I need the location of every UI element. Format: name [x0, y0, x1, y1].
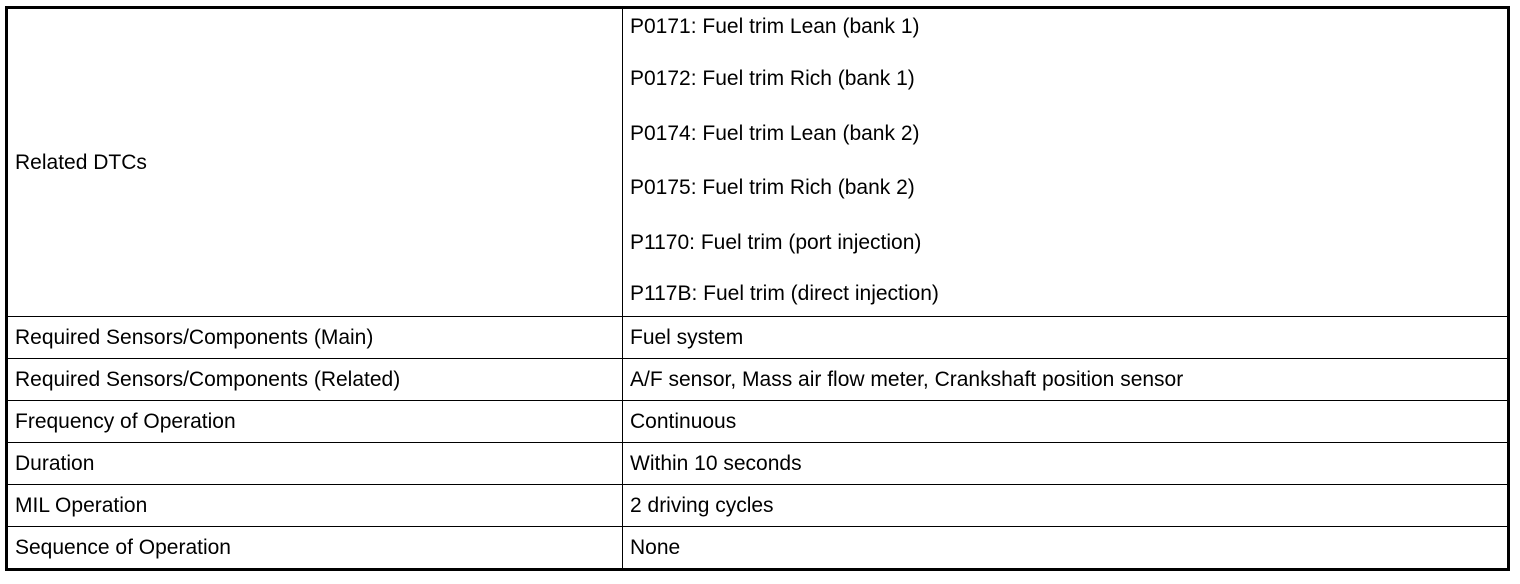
- row-label: Related DTCs: [7, 8, 623, 317]
- row-value: 2 driving cycles: [623, 485, 1509, 527]
- row-value: Continuous: [623, 401, 1509, 443]
- dtc-item: P0171: Fuel trim Lean (bank 1): [630, 15, 920, 38]
- table-row: [7, 359, 1509, 401]
- dtc-item: P0175: Fuel trim Rich (bank 2): [630, 176, 915, 199]
- dtc-item: P0174: Fuel trim Lean (bank 2): [630, 121, 920, 145]
- row-value: A/F sensor, Mass air flow meter, Crankshaft position sensor: [623, 359, 1509, 401]
- table-row: [7, 527, 1509, 570]
- row-label: Duration: [7, 443, 623, 485]
- table-row: [7, 8, 1509, 317]
- dtc-item: P0172: Fuel trim Rich (bank 1): [630, 67, 915, 90]
- dtc-list: [623, 8, 1509, 317]
- row-label: Sequence of Operation: [7, 527, 623, 570]
- table-row: [7, 317, 1509, 359]
- row-label: MIL Operation: [7, 485, 623, 527]
- row-label: Frequency of Operation: [7, 401, 623, 443]
- table-row: [7, 485, 1509, 527]
- dtc-item: P1170: Fuel trim (port injection): [630, 230, 922, 254]
- dtc-item: P117B: Fuel trim (direct injection): [630, 282, 939, 305]
- row-value: None: [623, 527, 1509, 570]
- row-value: Within 10 seconds: [623, 443, 1509, 485]
- table-row: [7, 401, 1509, 443]
- row-label: Required Sensors/Components (Main): [7, 317, 623, 359]
- table-row: [7, 443, 1509, 485]
- row-value: Fuel system: [623, 317, 1509, 359]
- row-label: Required Sensors/Components (Related): [7, 359, 623, 401]
- monitor-spec-table: [5, 6, 1510, 571]
